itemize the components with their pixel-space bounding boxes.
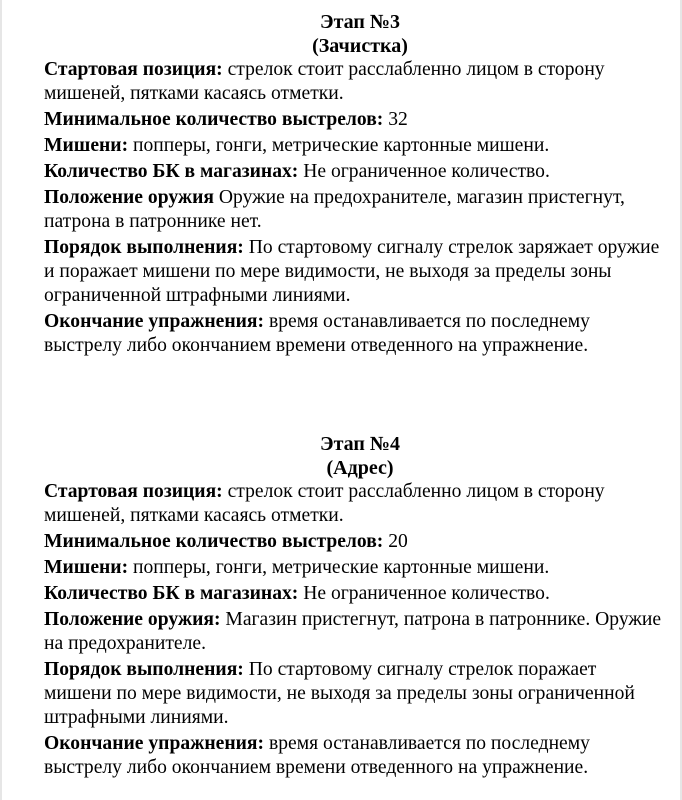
start-position-label: Стартовая позиция: [44, 59, 223, 80]
procedure-paragraph [44, 658, 662, 730]
weapon-position-label: Положение оружия [44, 187, 214, 208]
min-shots-value: 20 [383, 531, 408, 552]
targets-label: Мишени: [44, 557, 129, 578]
end-of-exercise-label: Окончание упражнения: [44, 733, 265, 754]
end-of-exercise-text: время останавливается по последнему выстрелу либо окончанием времени отведенного на упражнение. [44, 733, 590, 778]
weapon-position-text: Магазин пристегнут, патрона в патроннике. Оружие на предохранителе. [44, 609, 662, 654]
targets-label: Мишени: [44, 135, 129, 156]
min-shots-paragraph [44, 530, 662, 554]
weapon-position-label: Положение оружия: [44, 609, 221, 630]
end-of-exercise-paragraph [44, 732, 662, 780]
weapon-position-paragraph [44, 608, 662, 656]
ammo-label: Количество БК в магазинах: [44, 583, 299, 604]
procedure-text: По стартовому сигналу стрелок поражает мишени по мере видимости, не выходя за пределы зоны ограниченной штрафными линиями. [44, 659, 635, 728]
start-position-text: стрелок стоит расслабленно лицом в сторону мишеней, пятками касаясь отметки. [44, 481, 605, 526]
ammo-paragraph [44, 582, 662, 606]
stage-3-section [44, 10, 662, 360]
min-shots-paragraph [44, 108, 662, 132]
ammo-label: Количество БК в магазинах: [44, 161, 299, 182]
stage-title: Этап №3 [320, 11, 400, 33]
start-position-paragraph [44, 480, 662, 528]
targets-text: попперы, гонги, метрические картонные мишени. [128, 135, 550, 156]
procedure-paragraph [44, 236, 662, 308]
weapon-position-text: Оружие на предохранителе, магазин пристегнут, патрона в патроннике нет. [44, 187, 625, 232]
min-shots-label: Минимальное количество выстрелов: [44, 109, 384, 130]
start-position-label: Стартовая позиция: [44, 481, 223, 502]
ammo-text: Не ограниченное количество. [298, 161, 550, 182]
start-position-text: стрелок стоит расслабленно лицом в сторону мишеней, пятками касаясь отметки. [44, 59, 605, 104]
end-of-exercise-text: время останавливается по последнему выстрелу либо окончанием времени отведенного на упражнение. [44, 311, 590, 356]
end-of-exercise-paragraph [44, 310, 662, 358]
targets-paragraph [44, 556, 662, 580]
ammo-text: Не ограниченное количество. [298, 583, 550, 604]
targets-paragraph [44, 134, 662, 158]
end-of-exercise-label: Окончание упражнения: [44, 311, 265, 332]
targets-text: попперы, гонги, метрические картонные мишени. [128, 557, 550, 578]
min-shots-label: Минимальное количество выстрелов: [44, 531, 384, 552]
stage-heading [44, 10, 662, 58]
stage-subtitle: (Адрес) [326, 457, 394, 479]
procedure-label: Порядок выполнения: [44, 659, 244, 680]
start-position-paragraph [44, 58, 662, 106]
stage-4-section [44, 432, 662, 782]
stage-heading [44, 432, 662, 480]
min-shots-value: 32 [383, 109, 408, 130]
ammo-paragraph [44, 160, 662, 184]
procedure-label: Порядок выполнения: [44, 237, 244, 258]
stage-title: Этап №4 [320, 433, 400, 455]
stage-subtitle: (Зачистка) [312, 35, 408, 57]
page-edge-left [0, 0, 2, 800]
procedure-text: По стартовому сигналу стрелок заряжает оружие и поражает мишени по мере видимости, не выходя за пределы зоны ограниченной штрафными линиями. [44, 237, 660, 306]
weapon-position-paragraph [44, 186, 662, 234]
